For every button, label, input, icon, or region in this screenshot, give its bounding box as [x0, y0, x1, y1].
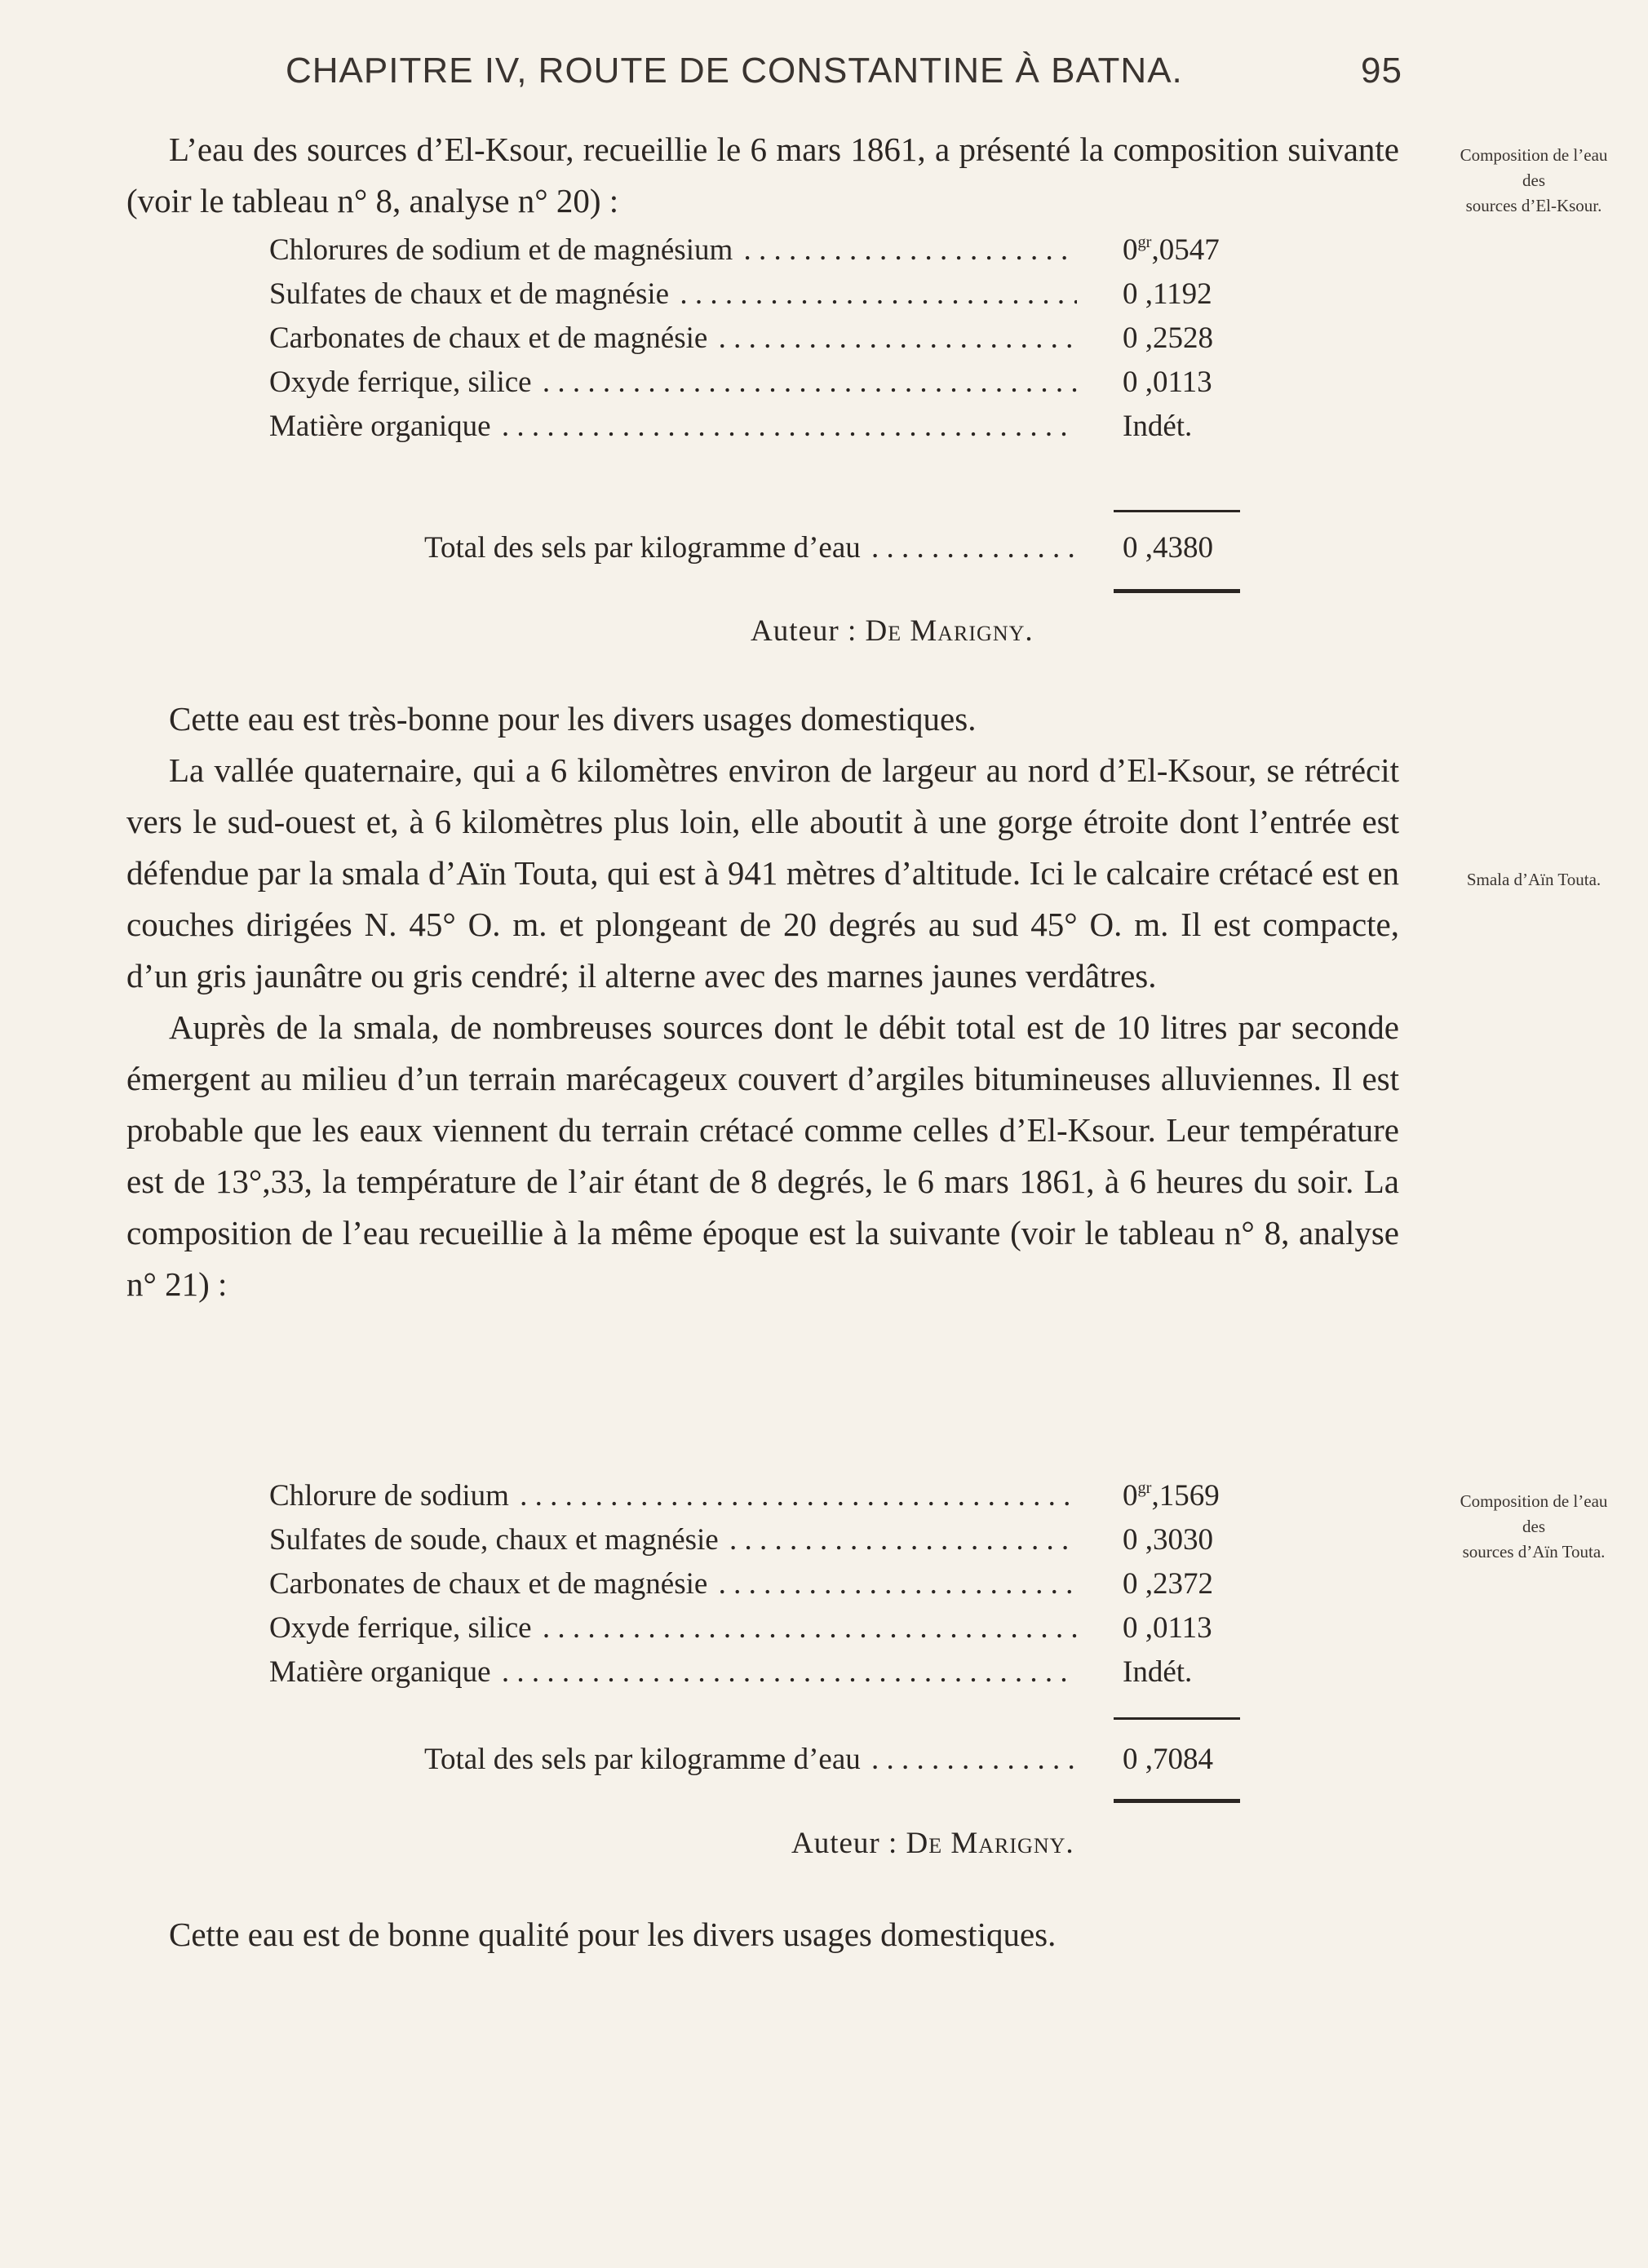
- row-label: Chlorure de sodium: [269, 1479, 512, 1513]
- row-label: Carbonates de chaux et de magnésie: [269, 1567, 711, 1601]
- margin-note-ain-touta: [1432, 1489, 1636, 1565]
- margin-note-line: des: [1522, 1517, 1545, 1536]
- row-label: Chlorures de sodium et de magnésium: [269, 233, 736, 267]
- intro-block: [126, 124, 1399, 227]
- main-text: [126, 693, 1399, 1310]
- analysis-row: [269, 1478, 1248, 1522]
- closing-paragraph: Cette eau est de bonne qualité pour les divers usages domestiques.: [169, 1916, 1057, 1953]
- sum-rule: [1114, 510, 1240, 512]
- analysis-row: [269, 409, 1248, 453]
- row-value: 0 ,1192: [1118, 277, 1212, 312]
- analysis-row: [269, 1654, 1248, 1699]
- author-name: De Marigny.: [906, 1827, 1074, 1860]
- analysis-table-ain-touta: [269, 1478, 1248, 1699]
- row-value: $0^{gr},1569$: [1118, 1478, 1220, 1513]
- margin-note-line: sources d’El-Ksour.: [1465, 196, 1602, 215]
- analysis-total-ain-touta: [269, 1742, 1248, 1786]
- total-value: 0 ,7084: [1118, 1742, 1213, 1777]
- margin-note-line: Composition de l’eau: [1460, 145, 1608, 165]
- author-line: Auteur : De Marigny.: [791, 1827, 1074, 1860]
- total-rule: [1114, 589, 1240, 593]
- analysis-row: [269, 1566, 1248, 1610]
- margin-note-smala: [1432, 867, 1636, 893]
- analysis-row: [269, 277, 1248, 321]
- total-label: Total des sels par kilogramme d’eau: [424, 1743, 864, 1776]
- closing-block: [126, 1909, 1399, 1960]
- row-value: 0 ,3030: [1118, 1522, 1213, 1557]
- row-value: 0 ,0113: [1118, 1610, 1212, 1646]
- row-label: Sulfates de soude, chaux et magnésie: [269, 1523, 722, 1557]
- analysis-row: [269, 365, 1248, 409]
- row-value: 0 ,2528: [1118, 321, 1213, 356]
- row-label: Carbonates de chaux et de magnésie: [269, 321, 711, 355]
- author-name: De Marigny.: [865, 614, 1034, 648]
- row-value: $0^{gr},0547$: [1118, 233, 1220, 268]
- total-row: [269, 1742, 1248, 1786]
- analysis-table-el-ksour: [269, 233, 1248, 453]
- analysis-row: [269, 233, 1248, 277]
- total-row: [269, 530, 1248, 574]
- row-label: Oxyde ferrique, silice: [269, 365, 535, 399]
- row-value: Indét.: [1118, 1654, 1192, 1690]
- row-value: Indét.: [1118, 409, 1192, 444]
- analysis-row: [269, 321, 1248, 365]
- page-number: 95: [1361, 51, 1402, 91]
- margin-note-line: Composition de l’eau: [1460, 1491, 1608, 1511]
- margin-note-line: sources d’Aïn Touta.: [1462, 1542, 1606, 1561]
- author-line: Auteur : De Marigny.: [751, 614, 1034, 648]
- row-value: 0 ,2372: [1118, 1566, 1213, 1601]
- total-value: 0 ,4380: [1118, 530, 1213, 565]
- paragraph: Cette eau est très-bonne pour les divers usages domestiques.: [169, 700, 977, 738]
- total-label: Total des sels par kilogramme d’eau: [424, 531, 864, 565]
- row-label: Matière organique: [269, 410, 494, 443]
- margin-note-line: Smala d’Aïn Touta.: [1466, 870, 1601, 889]
- row-value: 0 ,0113: [1118, 365, 1212, 400]
- margin-note-line: des: [1522, 171, 1545, 190]
- analysis-row: [269, 1522, 1248, 1566]
- total-rule: [1114, 1799, 1240, 1803]
- analysis-row: [269, 1610, 1248, 1654]
- sum-rule: [1114, 1717, 1240, 1720]
- paragraph: La vallée quaternaire, qui a 6 kilomètres environ de largeur au nord d’El-Ksour, se rétrécit vers le sud-ouest et, à 6 kilomètres plus loin, elle aboutit à une gorge étroite dont l’entrée est défendue par la smala d’Aïn Touta, qui est à 941 mètres d’altitude. Ici le calcaire crétacé est en couches dirigées N. 45° O. m. et plongeant de 20 degrés au sud 45° O. m. Il est compacte, d’un gris jaunâtre ou gris cendré; il alterne avec des marnes jaunes verdâtres.: [126, 751, 1399, 994]
- row-label: Matière organique: [269, 1655, 494, 1689]
- analysis-total-el-ksour: [269, 530, 1248, 574]
- margin-note-el-ksour: [1432, 143, 1636, 219]
- chapter-title: CHAPITRE IV, ROUTE DE CONSTANTINE À BATNA.: [286, 51, 1183, 91]
- paragraph: Auprès de la smala, de nombreuses sources dont le débit total est de 10 litres par seconde émergent au milieu d’un terrain marécageux couvert d’argiles bitumineuses alluviennes. Il est probable que les eaux viennent du terrain crétacé comme celles d’El-Ksour. Leur température est de 13°,33, la température de l’air étant de 8 degrés, le 6 mars 1861, à 6 heures du soir. La composition de l’eau recueillie à la même époque est la suivante (voir le tableau n° 8, analyse n° 21) :: [126, 1008, 1399, 1303]
- row-label: Oxyde ferrique, silice: [269, 1611, 535, 1645]
- row-label: Sulfates de chaux et de magnésie: [269, 277, 672, 311]
- intro-paragraph: L’eau des sources d’El-Ksour, recueillie le 6 mars 1861, a présenté la composition suivante (voir le tableau n° 8, analyse n° 20) :: [126, 131, 1399, 219]
